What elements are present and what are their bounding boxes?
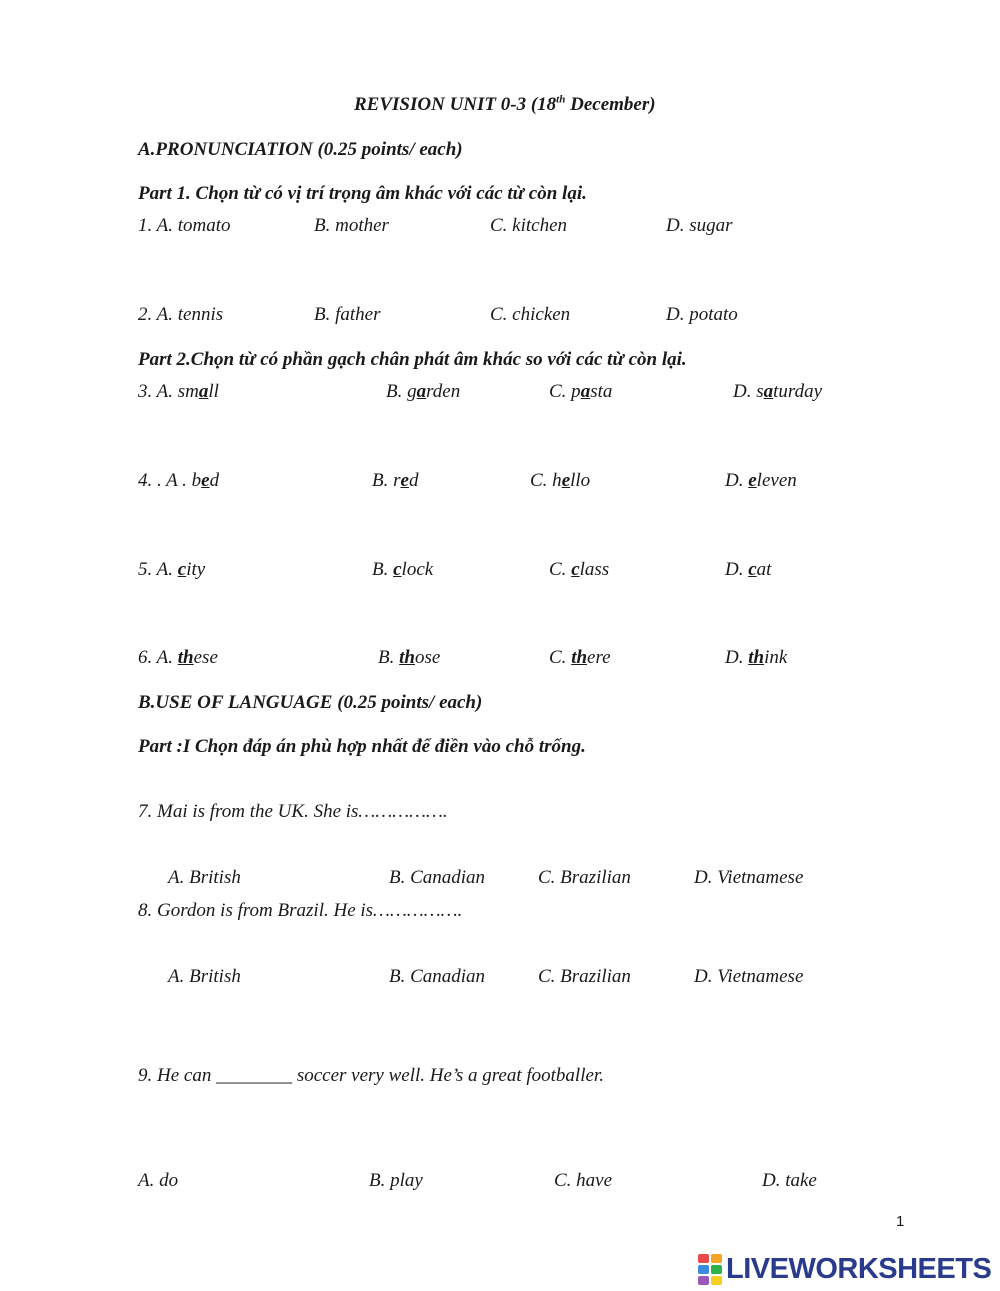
q6-option-b: B. those [378,647,441,668]
page-title: REVISION UNIT 0-3 (18th December) [354,93,656,115]
q1-option-b: B. mother [314,215,389,236]
q4-option-a: 4. . A . bed [138,470,220,491]
brand-name: LIVEWORKSHEETS [726,1252,992,1285]
q8-option-c: C. Brazilian [538,966,631,987]
page-number: 1 [896,1213,905,1230]
part1-instruction: Part 1. Chọn từ có vị trí trọng âm khác với các từ còn lại. [138,183,587,204]
q7-option-d: D. Vietnamese [694,867,804,888]
q2-option-a: 2. A. tennis [138,304,224,325]
section-a-heading: A.PRONUNCIATION (0.25 points/ each) [138,139,463,160]
q9-question: 9. He can ________ soccer very well. He’s a great footballer. [138,1065,604,1086]
logo-block [698,1254,709,1263]
q4-option-d: D. eleven [725,470,797,491]
liveworksheets-logo[interactable] [698,1254,991,1284]
q8-option-b: B. Canadian [389,966,486,987]
logo-block [698,1276,709,1285]
part-i-instruction: Part :I Chọn đáp án phù hợp nhất để điền vào chỗ trống. [138,736,586,757]
q7-option-b: B. Canadian [389,867,486,888]
logo-block [711,1265,722,1274]
q7-question: 7. Mai is from the UK. She is……………. [138,801,448,822]
q4-option-c: C. hello [530,470,591,491]
q3-option-b: B. garden [386,381,461,402]
q3-option-a: 3. A. small [138,381,219,402]
q6-option-d: D. think [725,647,788,668]
q8-option-d: D. Vietnamese [694,966,804,987]
q2-option-d: D. potato [666,304,738,325]
q1-option-c: C. kitchen [490,215,568,236]
logo-block [698,1265,709,1274]
q7-option-c: C. Brazilian [538,867,631,888]
q9-option-a: A. do [138,1170,179,1191]
q5-option-d: D. cat [725,559,772,580]
section-b-heading: B.USE OF LANGUAGE (0.25 points/ each) [138,692,483,713]
q6-option-c: C. there [549,647,611,668]
q3-option-c: C. pasta [549,381,613,402]
q5-option-b: B. clock [372,559,434,580]
q6-option-a: 6. A. these [138,647,218,668]
q2-option-b: B. father [314,304,381,325]
q1-option-a: 1. A. tomato [138,215,231,236]
q9-option-b: B. play [369,1170,423,1191]
logo-blocks-icon [698,1254,722,1285]
logo-block [711,1254,722,1263]
q5-option-a: 5. A. city [138,559,206,580]
q8-question: 8. Gordon is from Brazil. He is……………. [138,900,463,921]
q5-option-c: C. class [549,559,610,580]
q4-option-b: B. red [372,470,419,491]
q9-option-c: C. have [554,1170,613,1191]
q7-option-a: A. British [168,867,241,888]
part2-instruction: Part 2.Chọn từ có phần gạch chân phát âm khác so với các từ còn lại. [138,349,687,370]
q3-option-d: D. saturday [733,381,823,402]
logo-block [711,1276,722,1285]
q1-option-d: D. sugar [666,215,733,236]
q2-option-c: C. chicken [490,304,571,325]
q8-option-a: A. British [168,966,241,987]
q9-option-d: D. take [762,1170,817,1191]
